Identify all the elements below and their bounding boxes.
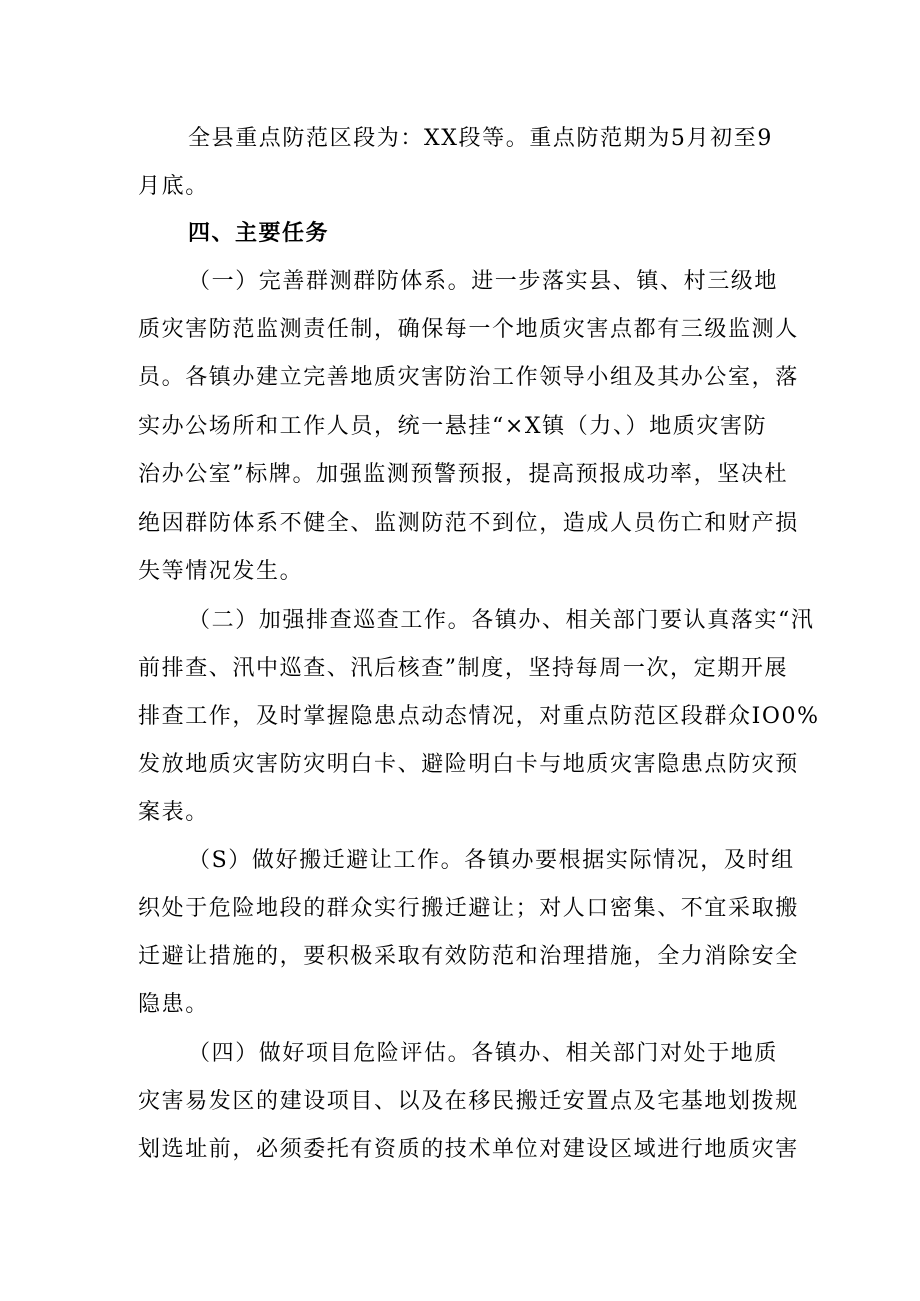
item4-line-1: （四）做好项目危险评估。各镇办、相关部门对处于地质 [188,1041,779,1066]
item1-line-2: 质灾害防范监测责任制，确保每一个地质灾害点都有三级监测人 [138,317,799,342]
item2-line-4: 发放地质灾害防灾明白卡、避险明白卡与地质灾害隐患点防灾预 [138,752,799,777]
item3-line-2: 织处于危险地段的群众实行搬迁避让；对人口密集、不宜采取搬 [138,896,799,921]
item1-line-5: 治办公室”标牌。加强监测预警预报，提高预报成功率，坚决杜 [138,462,789,487]
item1-line-3: 员。各镇办建立完善地质灾害防治工作领导小组及其办公室，落 [138,365,799,390]
item1-line-6: 绝因群防体系不健全、监测防范不到位，造成人员伤亡和财产损 [138,511,799,536]
item3-line-1: （S）做好搬迁避让工作。各镇办要根据实际情况，及时组 [188,848,795,873]
item4-line-2: 灾害易发区的建设项目、以及在移民搬迁安置点及宅基地划拨规 [138,1089,799,1114]
item1-line-7: 失等情况发生。 [138,559,304,584]
item3-line-4: 隐患。 [138,992,209,1017]
intro-line-2: 月底。 [138,174,209,199]
item1-line-4: 实办公场所和工作人员，统一悬挂“×X镇（力、）地质灾害防 [138,414,768,439]
item2-line-5: 案表。 [138,800,209,825]
item1-line-1: （一）完善群测群防体系。进一步落实县、镇、村三级地 [188,269,779,294]
item2-line-1: （二）加强排查巡查工作。各镇办、相关部门要认真落实“汛 [188,608,815,633]
item2-line-2: 前排查、汛中巡查、汛后核查”制度，坚持每周一次，定期开展 [138,656,789,681]
item3-line-3: 迁避让措施的，要积极采取有效防范和治理措施，全力消除安全 [138,944,799,969]
section-heading: 四、主要任务 [188,221,330,246]
item4-line-3: 划选址前，必须委托有资质的技术单位对建设区域进行地质灾害 [138,1137,799,1162]
intro-line-1: 全县重点防范区段为：XX段等。重点防范期为5月初至9 [188,126,773,151]
item2-line-3: 排查工作，及时掌握隐患点动态情况，对重点防范区段群众IO0% [138,704,820,729]
